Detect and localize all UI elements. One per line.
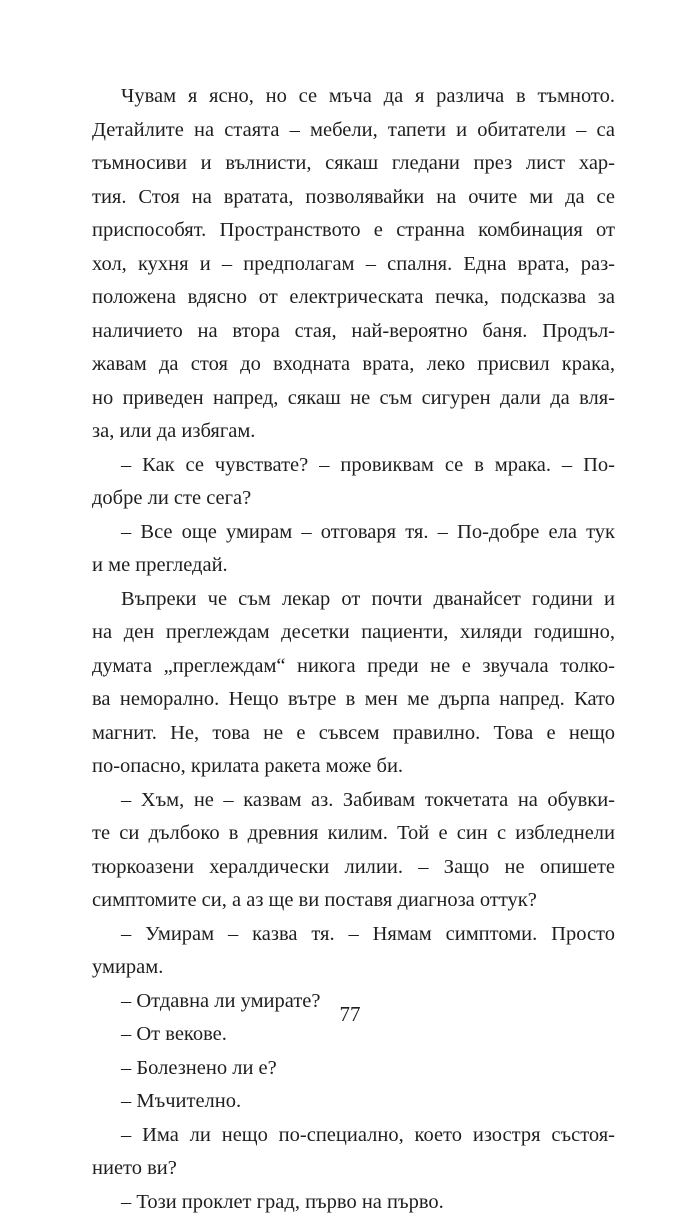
text-line: – Все още умирам – отговаря тя. – По-добре ела тук xyxy=(92,516,615,550)
text-line: на ден преглеждам десетки пациенти, хиляди годишно, xyxy=(92,616,615,650)
text-line: за, или да избягам. xyxy=(92,415,615,449)
text-line: и ме прегледай. xyxy=(92,549,615,583)
text-line: нието ви? xyxy=(92,1152,615,1186)
text-line: Чувам я ясно, но се мъча да я различа в тъмното. xyxy=(92,80,615,114)
text-line: тия. Стоя на вратата, позволявайки на очите ми да се xyxy=(92,181,615,215)
text-line: – Има ли нещо по-специално, което изостря състоя- xyxy=(92,1119,615,1153)
text-line: симптомите си, а аз ще ви поставя диагноза оттук? xyxy=(92,884,615,918)
text-line: – Болезнено ли е? xyxy=(92,1052,615,1086)
text-line: тъмносиви и вълнисти, сякаш гледани през лист хар- xyxy=(92,147,615,181)
text-line: – Умирам – казва тя. – Нямам симптоми. Просто xyxy=(92,918,615,952)
text-line: те си дълбоко в древния килим. Той е син с избледнели xyxy=(92,817,615,851)
text-line: – Как се чувствате? – провиквам се в мрака. – По- xyxy=(92,449,615,483)
text-line: но приведен напред, сякаш не съм сигурен дали да вля- xyxy=(92,382,615,416)
text-line: магнит. Не, това не е съвсем правилно. Това е нещо xyxy=(92,717,615,751)
page-number: 77 xyxy=(0,1002,700,1027)
text-line: – Този проклет град, първо на първо. xyxy=(92,1186,615,1219)
text-line: Детайлите на стаята – мебели, тапети и обитатели – са xyxy=(92,114,615,148)
text-line: – От векове. xyxy=(92,1018,615,1052)
text-line: положена вдясно от електрическата печка, подсказва за xyxy=(92,281,615,315)
text-line: – Мъчително. xyxy=(92,1085,615,1119)
text-line: приспособят. Пространството е странна комбинация от xyxy=(92,214,615,248)
text-line: тюркоазени хералдически лилии. – Защо не опишете xyxy=(92,851,615,885)
text-line: – Хъм, не – казвам аз. Забивам токчетата на обувки- xyxy=(92,784,615,818)
text-line: думата „преглеждам“ никога преди не е звучала толко- xyxy=(92,650,615,684)
text-line: хол, кухня и – предполагам – спалня. Една врата, раз- xyxy=(92,248,615,282)
text-line: – Отдавна ли умирате? xyxy=(92,985,615,1019)
body-text xyxy=(92,80,615,1219)
text-line: наличието на втора стая, най-вероятно баня. Продъл- xyxy=(92,315,615,349)
text-line: добре ли сте сега? xyxy=(92,482,615,516)
text-line: умирам. xyxy=(92,951,615,985)
text-line: Въпреки че съм лекар от почти дванайсет години и xyxy=(92,583,615,617)
text-line: жавам да стоя до входната врата, леко присвил крака, xyxy=(92,348,615,382)
text-line: ва неморално. Нещо вътре в мен ме дърпа напред. Като xyxy=(92,683,615,717)
text-line: по-опасно, крилата ракета може би. xyxy=(92,750,615,784)
